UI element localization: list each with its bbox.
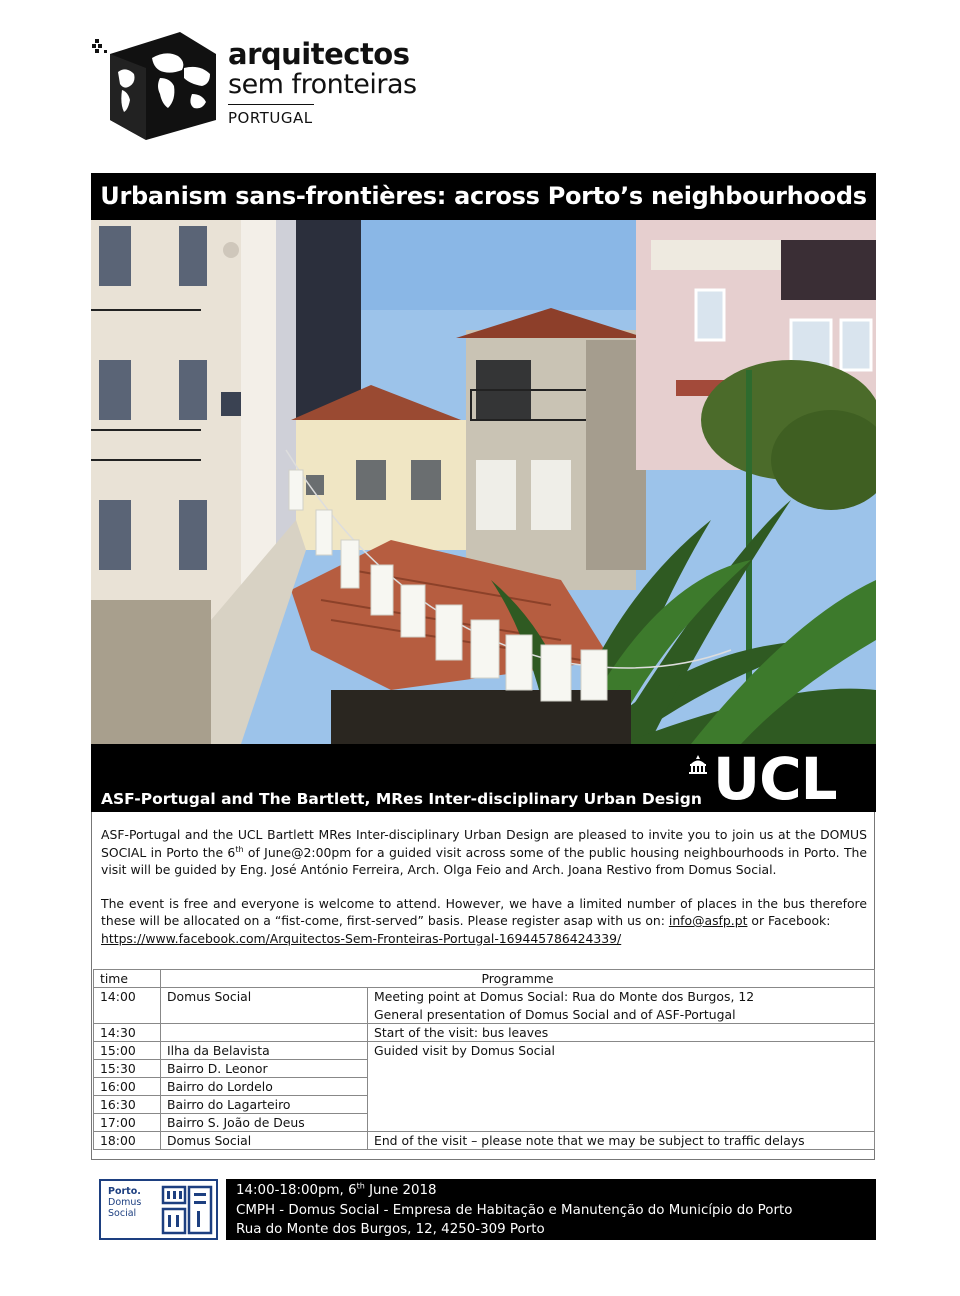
- logo-line-arquitectos: arquitectos: [228, 37, 410, 71]
- footer-date-sup: th: [356, 1181, 365, 1191]
- footer-date-line: [236, 1181, 792, 1201]
- subtitle-bar: [91, 744, 876, 812]
- row-description: End of the visit – please note that we may be subject to traffic delays: [368, 1132, 875, 1150]
- row-time: 14:30: [94, 1024, 161, 1042]
- invitation-text: [101, 826, 867, 963]
- logo-line-sem-fronteiras: sem fronteiras: [228, 69, 417, 100]
- row-place: Bairro do Lordelo: [161, 1078, 368, 1096]
- row-time: 15:00: [94, 1042, 161, 1060]
- intro-p2-start: The event is free and everyone is welcome to attend. However, we have a limited number of places in the bus therefore these will be allocated on a “fist-come, first-served” basis. Please register asap with us on:: [101, 895, 867, 928]
- row-time: 14:00: [94, 988, 161, 1024]
- logo-line-portugal: PORTUGAL: [228, 109, 313, 127]
- domus-building-icon: [159, 1185, 215, 1236]
- row-place: Domus Social: [161, 1132, 368, 1150]
- row-place: Domus Social: [161, 988, 368, 1024]
- intro-paragraph-2: [101, 895, 867, 948]
- intro-paragraph-1: [101, 826, 867, 879]
- row-time: 16:00: [94, 1078, 161, 1096]
- logo-divider: [228, 104, 314, 105]
- domus-social-logo: [99, 1179, 218, 1240]
- row-description: Guided visit by Domus Social: [368, 1042, 875, 1132]
- title-bar: [91, 173, 876, 220]
- row-place: Ilha da Belavista: [161, 1042, 368, 1060]
- row-description: [368, 988, 875, 1024]
- domus-social-wordmark: [108, 1186, 141, 1219]
- asf-wordmark: [228, 38, 417, 127]
- asf-cube-globe-icon: [88, 28, 220, 140]
- table-row: [94, 1042, 875, 1060]
- footer-bar: [226, 1179, 876, 1240]
- row-time: 17:00: [94, 1114, 161, 1132]
- programme-table: [93, 969, 875, 1150]
- porto-housing-photo: [91, 220, 876, 744]
- row-time: 16:30: [94, 1096, 161, 1114]
- row-description-line: General presentation of Domus Social and of ASF-Portugal: [374, 1006, 736, 1022]
- table-header-row: [94, 970, 875, 988]
- table-row: [94, 1024, 875, 1042]
- photo-illustration: [91, 220, 876, 744]
- intro-p1-end: of June@2:00pm for a guided visit across some of the public housing neighbourhoods in Porto. The visit will be guided by Eng. José António Ferreira, Arch. Olga Feio and Arch. Joana Restivo from Domus Social.: [101, 844, 867, 877]
- subtitle-text: ASF-Portugal and The Bartlett, MRes Inter-disciplinary Urban Design: [101, 790, 702, 808]
- table-row: [94, 1132, 875, 1150]
- footer-organisation-line: CMPH - Domus Social - Empresa de Habitação e Manutenção do Município do Porto: [236, 1202, 793, 1218]
- ucl-wordmark: UCL: [713, 745, 837, 813]
- row-time: 18:00: [94, 1132, 161, 1150]
- intro-p1-start: ASF-Portugal and the UCL Bartlett MRes Inter-disciplinary Urban Design are pleased to invite you to join us at the DOMUS SOCIAL in Porto the 6: [101, 827, 867, 860]
- ucl-portico-icon: [687, 754, 709, 776]
- intro-p2-mid: or Facebook:: [747, 913, 831, 928]
- domus-logo-line-1: Porto.: [108, 1186, 141, 1197]
- page-title: Urbanism sans-frontières: across Porto’s neighbourhoods: [100, 182, 867, 210]
- row-place: [161, 1024, 368, 1042]
- footer-date-end: June 2018: [364, 1183, 437, 1198]
- footer-details: [236, 1181, 792, 1240]
- table-row: [94, 988, 875, 1024]
- ucl-logo: [681, 744, 876, 813]
- row-description-line: Meeting point at Domus Social: Rua do Monte dos Burgos, 12: [374, 989, 755, 1004]
- domus-logo-line-3: Social: [108, 1208, 137, 1219]
- row-description: Start of the visit: bus leaves: [368, 1024, 875, 1042]
- facebook-link[interactable]: https://www.facebook.com/Arquitectos-Sem-Fronteiras-Portugal-169445786424339/: [101, 930, 622, 946]
- domus-logo-line-2: Domus: [108, 1197, 142, 1208]
- footer-date-start: 14:00-18:00pm, 6: [236, 1183, 357, 1198]
- email-link[interactable]: info@asfp.pt: [668, 913, 748, 928]
- row-place: Bairro S. João de Deus: [161, 1114, 368, 1132]
- row-time: 15:30: [94, 1060, 161, 1078]
- col-header-programme: Programme: [161, 970, 875, 988]
- asf-logo: [88, 28, 448, 140]
- footer-address-line: Rua do Monte dos Burgos, 12, 4250-309 Porto: [236, 1222, 545, 1237]
- col-header-time: time: [94, 970, 161, 988]
- intro-p1-sup: th: [235, 844, 244, 854]
- row-place: Bairro D. Leonor: [161, 1060, 368, 1078]
- row-place: Bairro do Lagarteiro: [161, 1096, 368, 1114]
